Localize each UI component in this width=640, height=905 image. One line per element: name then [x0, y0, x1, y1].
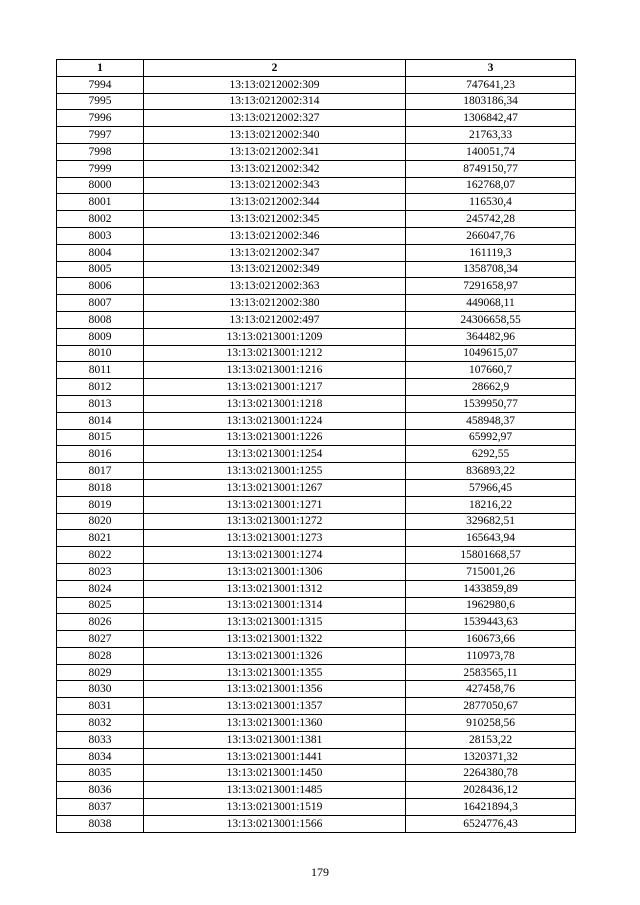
row-number-cell: 8021 — [57, 530, 144, 547]
table-row — [57, 244, 576, 261]
row-number-cell: 8036 — [57, 782, 144, 799]
value-cell: 458948,37 — [406, 412, 576, 429]
cadastral-number-cell: 13:13:0213001:1273 — [144, 530, 406, 547]
value-cell: 427458,76 — [406, 681, 576, 698]
row-number-cell: 7996 — [57, 110, 144, 127]
row-number-cell: 8032 — [57, 715, 144, 732]
table-row — [57, 715, 576, 732]
table-row — [57, 311, 576, 328]
value-cell: 140051,74 — [406, 143, 576, 160]
value-cell: 28662,9 — [406, 379, 576, 396]
cadastral-number-cell: 13:13:0213001:1381 — [144, 731, 406, 748]
cadastral-number-cell: 13:13:0212002:343 — [144, 177, 406, 194]
value-cell: 107660,7 — [406, 362, 576, 379]
table-row — [57, 463, 576, 480]
row-number-cell: 8017 — [57, 463, 144, 480]
value-cell: 266047,76 — [406, 227, 576, 244]
cadastral-number-cell: 13:13:0213001:1209 — [144, 328, 406, 345]
value-cell: 57966,45 — [406, 479, 576, 496]
value-cell: 162768,07 — [406, 177, 576, 194]
row-number-cell: 8011 — [57, 362, 144, 379]
table-row — [57, 479, 576, 496]
table-row — [57, 412, 576, 429]
cadastral-number-cell: 13:13:0212002:327 — [144, 110, 406, 127]
table-row — [57, 211, 576, 228]
table-row — [57, 815, 576, 832]
cadastral-number-cell: 13:13:0213001:1356 — [144, 681, 406, 698]
cadastral-number-cell: 13:13:0213001:1271 — [144, 496, 406, 513]
row-number-cell: 8008 — [57, 311, 144, 328]
value-cell: 165643,94 — [406, 530, 576, 547]
cadastral-number-cell: 13:13:0213001:1306 — [144, 563, 406, 580]
row-number-cell: 8026 — [57, 614, 144, 631]
row-number-cell: 8014 — [57, 412, 144, 429]
page-number: 179 — [311, 865, 329, 879]
value-cell: 1962980,6 — [406, 597, 576, 614]
value-cell: 1306842,47 — [406, 110, 576, 127]
cadastral-number-cell: 13:13:0213001:1274 — [144, 547, 406, 564]
row-number-cell: 8034 — [57, 748, 144, 765]
table-row — [57, 799, 576, 816]
table-row — [57, 664, 576, 681]
row-number-cell: 8005 — [57, 261, 144, 278]
value-cell: 910258,56 — [406, 715, 576, 732]
cadastral-number-cell: 13:13:0213001:1355 — [144, 664, 406, 681]
table-row — [57, 160, 576, 177]
value-cell: 6524776,43 — [406, 815, 576, 832]
table-row — [57, 362, 576, 379]
table-row — [57, 143, 576, 160]
value-cell: 65992,97 — [406, 429, 576, 446]
value-cell: 16421894,3 — [406, 799, 576, 816]
value-cell: 1803186,34 — [406, 93, 576, 110]
cadastral-number-cell: 13:13:0213001:1450 — [144, 765, 406, 782]
value-cell: 2264380,78 — [406, 765, 576, 782]
cadastral-number-cell: 13:13:0213001:1216 — [144, 362, 406, 379]
table-row — [57, 563, 576, 580]
cadastral-number-cell: 13:13:0213001:1519 — [144, 799, 406, 816]
cadastral-number-cell: 13:13:0212002:380 — [144, 295, 406, 312]
row-number-cell: 8019 — [57, 496, 144, 513]
cadastral-number-cell: 13:13:0212002:349 — [144, 261, 406, 278]
table-row — [57, 446, 576, 463]
table-row — [57, 93, 576, 110]
value-cell: 161119,3 — [406, 244, 576, 261]
cadastral-number-cell: 13:13:0213001:1360 — [144, 715, 406, 732]
table-row — [57, 227, 576, 244]
cadastral-number-cell: 13:13:0213001:1267 — [144, 479, 406, 496]
table-row — [57, 395, 576, 412]
row-number-cell: 8024 — [57, 580, 144, 597]
cadastral-number-cell: 13:13:0212002:497 — [144, 311, 406, 328]
value-cell: 15801668,57 — [406, 547, 576, 564]
value-cell: 1539950,77 — [406, 395, 576, 412]
row-number-cell: 7994 — [57, 76, 144, 93]
row-number-cell: 8002 — [57, 211, 144, 228]
row-number-cell: 8035 — [57, 765, 144, 782]
cadastral-number-cell: 13:13:0212002:342 — [144, 160, 406, 177]
value-cell: 1539443,63 — [406, 614, 576, 631]
table-row — [57, 295, 576, 312]
table-row — [57, 328, 576, 345]
cadastral-number-cell: 13:13:0212002:344 — [144, 194, 406, 211]
table-row — [57, 110, 576, 127]
row-number-cell: 8003 — [57, 227, 144, 244]
cadastral-number-cell: 13:13:0213001:1315 — [144, 614, 406, 631]
row-number-cell: 8038 — [57, 815, 144, 832]
cadastral-number-cell: 13:13:0213001:1566 — [144, 815, 406, 832]
value-cell: 329682,51 — [406, 513, 576, 530]
value-cell: 2028436,12 — [406, 782, 576, 799]
table-row — [57, 127, 576, 144]
row-number-cell: 8031 — [57, 698, 144, 715]
table-row — [57, 731, 576, 748]
table-row — [57, 614, 576, 631]
value-cell: 8749150,77 — [406, 160, 576, 177]
table-row — [57, 698, 576, 715]
row-number-cell: 8012 — [57, 379, 144, 396]
row-number-cell: 8028 — [57, 647, 144, 664]
cadastral-number-cell: 13:13:0213001:1218 — [144, 395, 406, 412]
value-cell: 1320371,32 — [406, 748, 576, 765]
cadastral-number-cell: 13:13:0213001:1485 — [144, 782, 406, 799]
cadastral-number-cell: 13:13:0213001:1254 — [144, 446, 406, 463]
row-number-cell: 8013 — [57, 395, 144, 412]
table-row — [57, 597, 576, 614]
cadastral-number-cell: 13:13:0212002:341 — [144, 143, 406, 160]
value-cell: 28153,22 — [406, 731, 576, 748]
table-row — [57, 345, 576, 362]
table-row — [57, 177, 576, 194]
cadastral-number-cell: 13:13:0213001:1441 — [144, 748, 406, 765]
value-cell: 24306658,55 — [406, 311, 576, 328]
row-number-cell: 8027 — [57, 631, 144, 648]
cadastral-number-cell: 13:13:0212002:347 — [144, 244, 406, 261]
table-row — [57, 379, 576, 396]
table-row — [57, 765, 576, 782]
table-row — [57, 547, 576, 564]
row-number-cell: 7998 — [57, 143, 144, 160]
value-cell: 1433859,89 — [406, 580, 576, 597]
table-row — [57, 513, 576, 530]
header-row — [57, 60, 576, 77]
value-cell: 715001,26 — [406, 563, 576, 580]
row-number-cell: 8015 — [57, 429, 144, 446]
table-row — [57, 496, 576, 513]
table-body — [57, 76, 576, 832]
value-cell: 2877050,67 — [406, 698, 576, 715]
cadastral-number-cell: 13:13:0213001:1322 — [144, 631, 406, 648]
cadastral-number-cell: 13:13:0212002:345 — [144, 211, 406, 228]
cadastral-number-cell: 13:13:0213001:1357 — [144, 698, 406, 715]
row-number-cell: 7999 — [57, 160, 144, 177]
table-row — [57, 631, 576, 648]
value-cell: 18216,22 — [406, 496, 576, 513]
row-number-cell: 8029 — [57, 664, 144, 681]
cadastral-number-cell: 13:13:0212002:346 — [144, 227, 406, 244]
row-number-cell: 8010 — [57, 345, 144, 362]
value-cell: 364482,96 — [406, 328, 576, 345]
value-cell: 1049615,07 — [406, 345, 576, 362]
value-cell: 116530,4 — [406, 194, 576, 211]
cadastral-number-cell: 13:13:0213001:1217 — [144, 379, 406, 396]
row-number-cell: 8020 — [57, 513, 144, 530]
table-row — [57, 76, 576, 93]
value-cell: 160673,66 — [406, 631, 576, 648]
value-cell: 110973,78 — [406, 647, 576, 664]
row-number-cell: 8016 — [57, 446, 144, 463]
table-header — [57, 60, 576, 77]
row-number-cell: 7997 — [57, 127, 144, 144]
table-row — [57, 278, 576, 295]
row-number-cell: 8004 — [57, 244, 144, 261]
value-cell: 2583565,11 — [406, 664, 576, 681]
value-cell: 245742,28 — [406, 211, 576, 228]
row-number-cell: 7995 — [57, 93, 144, 110]
cadastral-number-cell: 13:13:0213001:1272 — [144, 513, 406, 530]
cadastral-number-cell: 13:13:0213001:1226 — [144, 429, 406, 446]
row-number-cell: 8000 — [57, 177, 144, 194]
table-row — [57, 530, 576, 547]
row-number-cell: 8023 — [57, 563, 144, 580]
row-number-cell: 8025 — [57, 597, 144, 614]
cadastral-number-cell: 13:13:0212002:314 — [144, 93, 406, 110]
value-cell: 7291658,97 — [406, 278, 576, 295]
cadastral-number-cell: 13:13:0213001:1224 — [144, 412, 406, 429]
cadastral-number-cell: 13:13:0212002:309 — [144, 76, 406, 93]
value-cell: 6292,55 — [406, 446, 576, 463]
cadastral-number-cell: 13:13:0212002:340 — [144, 127, 406, 144]
row-number-cell: 8009 — [57, 328, 144, 345]
row-number-cell: 8037 — [57, 799, 144, 816]
table-row — [57, 429, 576, 446]
value-cell: 747641,23 — [406, 76, 576, 93]
table-row — [57, 782, 576, 799]
data-table — [56, 59, 576, 833]
column-header-1: 1 — [57, 60, 144, 77]
table-row — [57, 681, 576, 698]
table-row — [57, 194, 576, 211]
row-number-cell: 8001 — [57, 194, 144, 211]
table-row — [57, 580, 576, 597]
table-row — [57, 261, 576, 278]
value-cell: 836893,22 — [406, 463, 576, 480]
cadastral-number-cell: 13:13:0213001:1212 — [144, 345, 406, 362]
cadastral-number-cell: 13:13:0212002:363 — [144, 278, 406, 295]
row-number-cell: 8022 — [57, 547, 144, 564]
row-number-cell: 8033 — [57, 731, 144, 748]
row-number-cell: 8018 — [57, 479, 144, 496]
column-header-2: 2 — [144, 60, 406, 77]
column-header-3: 3 — [406, 60, 576, 77]
row-number-cell: 8007 — [57, 295, 144, 312]
value-cell: 1358708,34 — [406, 261, 576, 278]
table-row — [57, 647, 576, 664]
row-number-cell: 8006 — [57, 278, 144, 295]
table-row — [57, 748, 576, 765]
cadastral-number-cell: 13:13:0213001:1312 — [144, 580, 406, 597]
cadastral-number-cell: 13:13:0213001:1314 — [144, 597, 406, 614]
cadastral-number-cell: 13:13:0213001:1326 — [144, 647, 406, 664]
value-cell: 21763,33 — [406, 127, 576, 144]
row-number-cell: 8030 — [57, 681, 144, 698]
value-cell: 449068,11 — [406, 295, 576, 312]
cadastral-number-cell: 13:13:0213001:1255 — [144, 463, 406, 480]
